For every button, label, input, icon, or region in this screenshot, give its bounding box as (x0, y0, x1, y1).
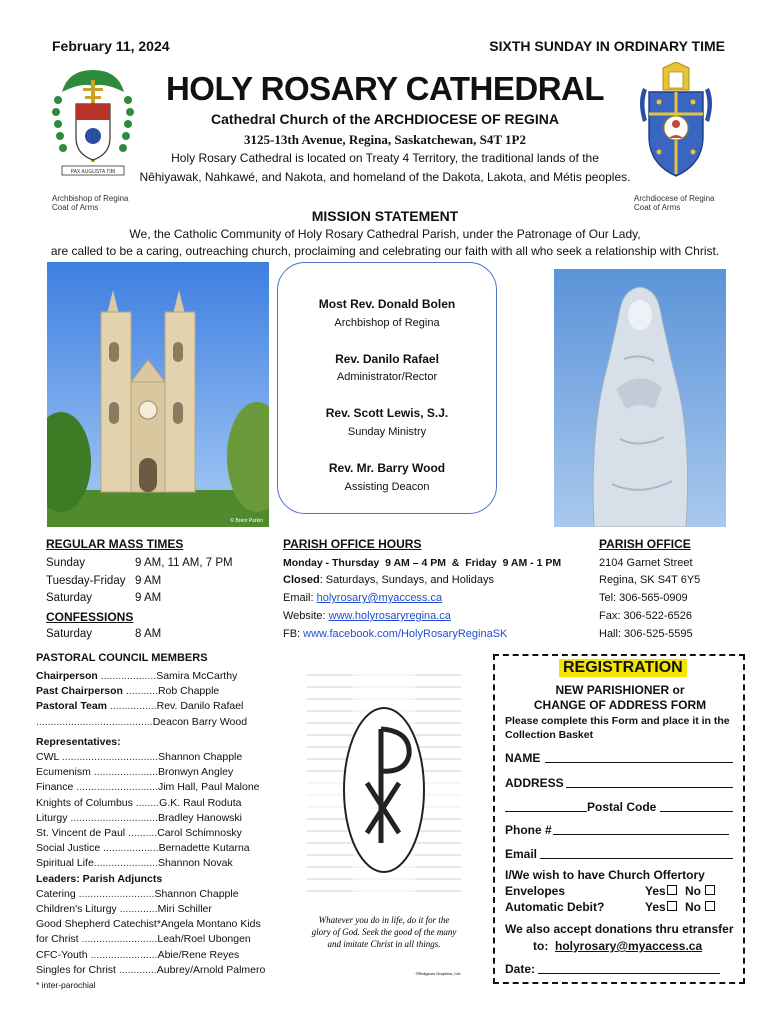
council-role: CWL (36, 751, 59, 763)
treaty-acknowledgement-line1: Holy Rosary Cathedral is located on Treaty 4 Territory, the traditional lands of the (171, 151, 599, 165)
council-member-name: Aubrey/Arnold Palmero (156, 963, 266, 976)
council-role: Good Shepherd Catechist* (36, 918, 161, 931)
registration-title: REGISTRATION (559, 659, 687, 677)
council-role: Liturgy (36, 811, 68, 824)
council-member-row (36, 857, 233, 869)
leader-dots: .............................. (67, 811, 158, 824)
registration-instructions2: Collection Basket (505, 729, 594, 741)
clergy-role: Archbishop of Regina (334, 317, 440, 329)
council-member-name: Bernadette Kutarna (158, 842, 250, 855)
treaty-acknowledgement-line2: Nêhiyawak, Nahkawé, and Nakota, and homeland of the Dakota, Lakota, and Métis peoples. (139, 170, 631, 184)
postal-code-field[interactable] (660, 811, 733, 812)
confessions-heading: CONFESSIONS (46, 610, 134, 624)
parish-office-heading: PARISH OFFICE (599, 537, 691, 551)
office-hours-text: Monday - Thursday 9 AM – 4 PM & Friday 9 AM - 1 PM (283, 557, 562, 569)
date-field[interactable] (538, 973, 720, 974)
council-member-name: Bradley Hanowski (157, 811, 242, 824)
council-role: Social Justice (36, 842, 101, 855)
council-role: St. Vincent de Paul (36, 827, 126, 839)
leader-dots: ................... (97, 670, 157, 682)
date-label: Date: (505, 962, 536, 976)
council-member-name: Leah/Roel Ubongen (157, 933, 251, 946)
cathedral-address: 3125-13th Avenue, Regina, Saskatchewan, S4T 1P2 (244, 132, 526, 147)
representatives-heading: Representatives: (36, 735, 121, 748)
email-field[interactable] (540, 858, 733, 859)
envelopes-no-checkbox[interactable] (705, 885, 715, 895)
council-member-name: Deacon Barry Wood (152, 715, 248, 728)
council-role: Ecumenism (36, 766, 91, 779)
council-member-name: Shannon Chapple (154, 887, 239, 900)
council-member-row (36, 827, 242, 839)
leader-dots: .......................... (75, 887, 155, 900)
leader-dots: ................................. (58, 751, 159, 763)
council-role: Pastoral Team (36, 700, 108, 713)
council-member-row (36, 903, 212, 915)
leader-dots: ....................... (87, 948, 158, 961)
debit-no-checkbox[interactable] (705, 901, 715, 911)
crest-motto: PAX AUGUSTA TIBI (70, 169, 116, 175)
leader-dots: ...................... (93, 857, 158, 870)
name-label: NAME (505, 751, 541, 765)
council-member-name: Rev. Danilo Rafael (156, 700, 244, 713)
council-member-name: Carol Schimnosky (157, 827, 242, 839)
envelopes-yes-checkbox[interactable] (667, 885, 677, 895)
council-member-name: Shannon Chapple (158, 751, 243, 763)
council-member-name: Samira McCarthy (156, 670, 238, 682)
leader-dots: ................... (100, 842, 159, 855)
etransfer-email-link[interactable]: holyrosary@myaccess.ca (555, 939, 703, 953)
mission-line1: We, the Catholic Community of Holy Rosary Cathedral Parish, under the Patronage of Our Lady, (129, 227, 641, 241)
confession-time: 8 AM (135, 628, 162, 640)
clergy-name: Rev. Danilo Rafael (335, 352, 439, 366)
council-member-name: Abie/Rene Reyes (157, 948, 240, 961)
leader-dots: ................ (107, 700, 157, 713)
leader-dots: ........................................ (36, 715, 153, 728)
page-title: HOLY ROSARY CATHEDRAL (165, 70, 605, 107)
page-subtitle: Cathedral Church of the ARCHDIOCESE OF REGINA (211, 111, 559, 127)
registration-subtitle2: CHANGE OF ADDRESS FORM (533, 698, 707, 712)
council-member-name: G.K. Raul Roduta (159, 796, 242, 809)
artwork-credit: ©Religious Graphics, Ltd. (415, 971, 461, 976)
office-email-link[interactable]: holyrosary@myaccess.ca (316, 592, 443, 604)
left-crest-caption: Archbishop of Regina Coat of Arms (52, 194, 129, 212)
council-member-row (36, 842, 250, 854)
council-member-name: Angela Montano Kids (160, 918, 261, 931)
leader-dots: ............................ (73, 781, 158, 794)
office-hours-heading: PARISH OFFICE HOURS (283, 537, 422, 551)
mass-times-heading: REGULAR MASS TIMES (46, 537, 184, 551)
leader-dots: .......................... (78, 933, 158, 946)
council-member-row (36, 797, 241, 809)
bulletin-date: February 11, 2024 (52, 38, 170, 54)
envelopes-yes-label: Yes (645, 884, 666, 898)
registration-instructions1: Please complete this Form and place it in the (505, 715, 730, 727)
leader-dots: ............. (116, 903, 158, 915)
registration-subtitle1: NEW PARISHIONER or (555, 683, 685, 697)
parish-office-fax: Fax: 306-522-6526 (599, 610, 692, 622)
leader-dots: ........ (132, 796, 160, 809)
debit-yes-checkbox[interactable] (667, 901, 677, 911)
council-member-row (36, 949, 239, 961)
mission-line2: are called to be a caring, outreaching church, proclaiming and celebrating our faith with all who seek a relationship with Christ. (50, 244, 720, 258)
etransfer-text: We also accept donations thru etransfer (505, 922, 734, 936)
right-crest-caption: Archdiocese of Regina Coat of Arms (634, 194, 715, 212)
council-member-name: Bronwyn Angley (157, 766, 234, 779)
mass-day: Saturday (46, 592, 93, 604)
mission-heading: MISSION STATEMENT (311, 208, 459, 224)
council-member-row (36, 933, 251, 945)
artwork-quote-line3: and imitate Christ in all things. (327, 939, 441, 949)
parish-office-tel: Tel: 306-565-0909 (599, 592, 688, 604)
mass-time: 9 AM, 11 AM, 7 PM (135, 557, 233, 569)
office-website-link[interactable]: www.holyrosaryregina.ca (328, 610, 451, 622)
debit-yes-label: Yes (645, 900, 666, 914)
office-website-line (283, 610, 451, 622)
council-member-row (36, 781, 260, 793)
debit-label: Automatic Debit? (505, 900, 605, 914)
photo-credit: © Brent Parkin (230, 518, 263, 524)
virgin-mary-statue-photo (554, 269, 726, 527)
council-role: Chairperson (36, 670, 98, 682)
council-member-row (36, 918, 261, 930)
website-label: Website: (283, 610, 329, 622)
clergy-name: Rev. Mr. Barry Wood (328, 461, 446, 475)
offertory-question: I/We wish to have Church Offertory (505, 868, 705, 882)
mass-time: 9 AM (135, 575, 162, 587)
artwork-quote-line2: glory of God. Seek the good of the many (311, 927, 457, 937)
leader-dots: .......... (125, 827, 158, 839)
chi-rho-artwork (301, 665, 467, 979)
adjuncts-heading: Leaders: Parish Adjuncts (36, 872, 163, 885)
clergy-name: Rev. Scott Lewis, S.J. (325, 406, 449, 420)
council-role: Finance (36, 781, 74, 794)
clergy-role: Administrator/Rector (336, 371, 438, 383)
envelopes-label: Envelopes (505, 884, 566, 898)
council-member-row (36, 700, 243, 712)
etransfer-prefix: to: (533, 939, 555, 953)
leader-dots: ........... (122, 685, 158, 698)
clergy-role: Assisting Deacon (344, 481, 430, 493)
council-role: Spiritual Life (36, 857, 94, 870)
council-role: for Christ (36, 933, 79, 946)
postal-code-label: Postal Code (587, 800, 657, 814)
email-label: Email (505, 847, 538, 861)
council-role: CFC-Youth (36, 948, 88, 961)
address-label: ADDRESS (505, 776, 564, 790)
liturgical-sunday: SIXTH SUNDAY IN ORDINARY TIME (489, 38, 725, 54)
council-member-row (36, 964, 265, 976)
address-field[interactable] (566, 787, 733, 788)
council-member-row (36, 751, 242, 763)
clergy-name: Most Rev. Donald Bolen (318, 297, 456, 311)
council-member-row (36, 766, 233, 778)
council-member-row (36, 812, 242, 824)
office-closed-line (283, 574, 494, 586)
clergy-box (277, 262, 497, 514)
council-role: Knights of Columbus (36, 796, 133, 809)
council-member-row (36, 685, 219, 697)
address-line2-field[interactable] (505, 811, 587, 812)
council-member-name: Jim Hall, Paul Malone (157, 781, 260, 794)
council-role: Children's Liturgy (36, 903, 117, 915)
office-email-line (283, 592, 442, 604)
closed-text: : Saturdays, Sundays, and Holidays (319, 574, 494, 586)
artwork-quote-line1: Whatever you do in life, do it for the (318, 915, 450, 925)
council-member-name: Shannon Novak (157, 857, 233, 870)
parish-office-hall: Hall: 306-525-5595 (599, 628, 693, 640)
council-heading: PASTORAL COUNCIL MEMBERS (36, 652, 208, 664)
office-facebook-line (283, 628, 507, 640)
mass-time: 9 AM (135, 592, 162, 604)
phone-field[interactable] (553, 834, 729, 835)
parish-office-street: 2104 Garnet Street (599, 557, 693, 569)
email-label: Email: (283, 592, 317, 604)
council-role: Past Chairperson (36, 685, 123, 698)
parish-office-city: Regina, SK S4T 6Y5 (599, 574, 701, 586)
facebook-label: FB: (283, 628, 304, 640)
etransfer-line2 (533, 939, 702, 953)
council-footnote: * inter-parochial (36, 980, 96, 990)
council-role: Catering (36, 887, 76, 900)
council-member-row (36, 716, 247, 728)
council-member-row (36, 670, 237, 682)
mass-day: Tuesday-Friday (46, 575, 126, 587)
leader-dots: ...................... (90, 766, 158, 779)
name-field[interactable] (545, 762, 733, 763)
clergy-role: Sunday Ministry (347, 426, 427, 438)
council-member-name: Rob Chapple (157, 685, 220, 698)
confession-day: Saturday (46, 628, 93, 640)
leader-dots: ............. (115, 963, 157, 976)
office-facebook-link[interactable]: www.facebook.com/HolyRosaryReginaSK (303, 628, 508, 640)
debit-no-label: No (685, 900, 701, 914)
council-member-name: Miri Schiller (157, 903, 212, 915)
closed-label: Closed (283, 574, 320, 586)
council-member-row (36, 888, 239, 900)
phone-label: Phone # (505, 823, 552, 837)
cathedral-photo (47, 262, 269, 527)
envelopes-no-label: No (685, 884, 701, 898)
council-role: Singles for Christ (36, 963, 116, 976)
mass-day: Sunday (46, 557, 86, 569)
